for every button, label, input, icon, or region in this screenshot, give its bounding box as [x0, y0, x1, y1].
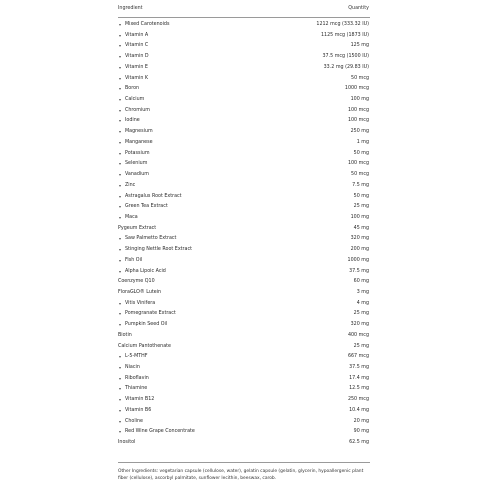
ingredient-name: FloraGLO® Lutein: [118, 289, 162, 295]
ingredient-row[interactable]: [118, 267, 370, 278]
ingredient-row: [118, 331, 370, 342]
table-header: [118, 6, 370, 18]
chevron-down-icon[interactable]: ▾: [119, 193, 122, 199]
chevron-down-icon[interactable]: ▾: [119, 86, 122, 92]
ingredient-quantity: 60 mg: [353, 279, 369, 285]
ingredient-list: [118, 20, 370, 449]
ingredient-name: Calcium: [125, 97, 145, 103]
ingredient-name: Vitamin A: [125, 32, 149, 38]
footer-divider: [118, 462, 370, 463]
chevron-down-icon[interactable]: ▾: [119, 407, 122, 413]
ingredient-row[interactable]: [118, 149, 370, 160]
chevron-down-icon[interactable]: ▾: [119, 107, 122, 113]
ingredient-row: [118, 277, 370, 288]
ingredient-name: Riboflavin: [125, 375, 149, 381]
ingredient-quantity: 1 mg: [356, 139, 369, 145]
ingredient-name: Vitamin D: [125, 54, 149, 60]
ingredient-quantity: 100 mcg: [347, 118, 369, 124]
ingredient-quantity: 50 mcg: [351, 172, 369, 178]
ingredient-row[interactable]: [118, 181, 370, 192]
ingredient-quantity: 1212 mcg (333.32 IU): [316, 22, 369, 27]
ingredient-name: Zinc: [125, 182, 136, 188]
ingredient-name: Calcium Pantothenate: [118, 343, 171, 349]
ingredient-row: [118, 438, 370, 449]
ingredient-name: Pumpkin Seed Oil: [125, 322, 168, 328]
ingredient-row[interactable]: [118, 299, 370, 310]
chevron-down-icon[interactable]: ▾: [119, 75, 122, 81]
ingredient-name: Chromium: [125, 107, 150, 113]
ingredient-row: [118, 288, 370, 299]
ingredient-row[interactable]: [118, 138, 370, 149]
ingredient-row[interactable]: [118, 202, 370, 213]
ingredient-quantity: 37.5 mcg (1500 IU): [322, 54, 369, 60]
ingredient-row[interactable]: [118, 374, 370, 385]
ingredient-row[interactable]: [118, 20, 370, 31]
ingredient-row[interactable]: [118, 363, 370, 374]
ingredient-quantity: 250 mcg: [347, 397, 369, 403]
ingredient-row: [118, 342, 370, 353]
ingredient-row[interactable]: [118, 213, 370, 224]
chevron-down-icon[interactable]: ▾: [119, 386, 122, 392]
ingredient-row[interactable]: [118, 234, 370, 245]
ingredient-row[interactable]: [118, 74, 370, 85]
ingredient-row[interactable]: [118, 427, 370, 438]
chevron-down-icon[interactable]: ▾: [119, 311, 122, 317]
ingredient-quantity: 667 mcg: [347, 354, 369, 360]
ingredient-quantity: 400 mcg: [347, 332, 369, 338]
chevron-down-icon[interactable]: ▾: [119, 268, 122, 274]
ingredient-name: Inositol: [118, 440, 136, 446]
chevron-down-icon[interactable]: ▾: [119, 22, 122, 27]
ingredient-name: Fish Oil: [125, 257, 143, 263]
chevron-down-icon[interactable]: ▾: [119, 204, 122, 210]
chevron-down-icon[interactable]: ▾: [119, 139, 122, 145]
chevron-down-icon[interactable]: ▾: [119, 247, 122, 253]
chevron-down-icon[interactable]: ▾: [119, 150, 122, 156]
chevron-down-icon[interactable]: ▾: [119, 64, 122, 70]
ingredient-name: Potassium: [125, 150, 150, 156]
ingredient-row[interactable]: [118, 41, 370, 52]
ingredient-row[interactable]: [118, 384, 370, 395]
ingredient-quantity: 200 mg: [350, 247, 369, 253]
ingredient-name: Vitamin B6: [125, 407, 152, 413]
ingredient-quantity: 100 mg: [350, 97, 369, 103]
ingredient-quantity: 25 mg: [353, 204, 369, 210]
ingredient-row[interactable]: [118, 245, 370, 256]
chevron-down-icon[interactable]: ▾: [119, 236, 122, 242]
ingredient-name: Manganese: [125, 139, 153, 145]
ingredient-row: [118, 224, 370, 235]
ingredient-name: Vitamin K: [125, 75, 149, 81]
ingredient-quantity: 33.2 mg (29.83 IU): [323, 64, 369, 70]
chevron-down-icon[interactable]: ▾: [119, 375, 122, 381]
ingredient-name: Iodine: [125, 118, 140, 124]
chevron-down-icon[interactable]: ▾: [119, 118, 122, 124]
ingredient-row[interactable]: [118, 95, 370, 106]
chevron-down-icon[interactable]: ▾: [119, 32, 122, 38]
ingredient-row[interactable]: [118, 52, 370, 63]
ingredient-name: Vitamin C: [125, 43, 149, 49]
ingredient-quantity: 320 mg: [350, 322, 369, 328]
ingredient-quantity: 25 mg: [353, 343, 369, 349]
ingredient-row[interactable]: [118, 395, 370, 406]
ingredient-row[interactable]: [118, 256, 370, 267]
chevron-down-icon[interactable]: ▾: [119, 300, 122, 306]
ingredient-quantity: 100 mcg: [347, 107, 369, 113]
quantity-column-header: Quantity: [348, 6, 369, 11]
ingredient-name: L-5-MTHF: [125, 354, 148, 360]
chevron-down-icon[interactable]: ▾: [119, 182, 122, 188]
ingredient-name: Saw Palmetto Extract: [125, 236, 177, 242]
ingredient-quantity: 17.4 mg: [349, 375, 369, 381]
ingredient-quantity: 62.5 mg: [349, 440, 369, 446]
ingredient-quantity: 90 mg: [353, 429, 369, 435]
chevron-down-icon[interactable]: ▾: [119, 43, 122, 49]
ingredient-name: Vitamin B12: [125, 397, 155, 403]
ingredient-quantity: 50 mg: [353, 150, 369, 156]
ingredient-quantity: 50 mg: [353, 193, 369, 199]
ingredient-quantity: 100 mg: [350, 214, 369, 220]
ingredient-name: Boron: [125, 86, 140, 92]
chevron-down-icon[interactable]: ▾: [119, 397, 122, 403]
ingredient-name: Thiamine: [125, 386, 148, 392]
ingredient-name: Mixed Carotenoids: [125, 22, 170, 27]
ingredient-name: Astragalus Root Extract: [125, 193, 182, 199]
ingredient-quantity: 320 mg: [350, 236, 369, 242]
ingredient-name: Green Tea Extract: [125, 204, 168, 210]
ingredient-name: Choline: [125, 418, 143, 424]
ingredient-name: Pygeum Extract: [118, 225, 157, 231]
ingredient-quantity: 50 mcg: [351, 75, 369, 81]
ingredient-row[interactable]: [118, 170, 370, 181]
ingredient-quantity: 125 mg: [350, 43, 369, 49]
chevron-down-icon[interactable]: ▾: [119, 322, 122, 328]
ingredient-quantity: 3 mg: [356, 289, 369, 295]
chevron-down-icon[interactable]: ▾: [119, 97, 122, 103]
chevron-down-icon[interactable]: ▾: [119, 54, 122, 60]
ingredient-name: Pomegranate Extract: [125, 311, 176, 317]
ingredient-name: Alpha Lipoic Acid: [125, 268, 166, 274]
ingredient-quantity: 37.5 mg: [349, 268, 369, 274]
ingredient-quantity: 10.4 mg: [349, 407, 369, 413]
ingredient-row[interactable]: [118, 159, 370, 170]
ingredient-name: Maca: [125, 214, 138, 220]
ingredient-column-header: Ingredient: [118, 6, 143, 11]
chevron-down-icon[interactable]: ▾: [119, 429, 122, 435]
chevron-down-icon[interactable]: ▾: [119, 257, 122, 263]
ingredient-name: Niacin: [125, 365, 140, 370]
ingredient-row[interactable]: [118, 116, 370, 127]
ingredient-quantity: 7.5 mg: [352, 182, 369, 188]
ingredient-row[interactable]: [118, 106, 370, 117]
ingredient-row[interactable]: [118, 406, 370, 417]
ingredient-quantity: 1000 mg: [347, 257, 369, 263]
ingredient-row[interactable]: [118, 309, 370, 320]
chevron-down-icon[interactable]: ▾: [119, 418, 122, 424]
other-ingredients: Other Ingredients: vegetarian capsule (cellulose, water), gelatin capsule (gelatin, glycerin, hypoallergenic plant fiber (cellulose), ascorbyl palmitate, sunflower lecithin, beeswax, carob.: [118, 469, 364, 481]
chevron-down-icon[interactable]: ▾: [119, 129, 122, 135]
ingredient-quantity: 25 mg: [353, 311, 369, 317]
chevron-down-icon[interactable]: ▾: [119, 365, 122, 370]
ingredient-quantity: 20 mg: [353, 418, 369, 424]
ingredient-row[interactable]: [118, 192, 370, 203]
ingredient-row[interactable]: [118, 127, 370, 138]
ingredient-quantity: 100 mcg: [347, 161, 369, 167]
ingredient-quantity: 1000 mcg: [344, 86, 369, 92]
ingredient-quantity: 37.5 mg: [349, 365, 369, 370]
ingredient-name: Vitamin E: [125, 64, 148, 70]
ingredient-quantity: 12.5 mg: [349, 386, 369, 392]
ingredient-quantity: 45 mg: [353, 225, 369, 231]
ingredient-name: Coenzyme Q10: [118, 279, 155, 285]
ingredient-quantity: 250 mg: [350, 129, 369, 135]
ingredient-name: Vanadium: [125, 172, 149, 178]
ingredient-row[interactable]: [118, 417, 370, 428]
chevron-down-icon[interactable]: ▾: [119, 214, 122, 220]
ingredient-row[interactable]: [118, 320, 370, 331]
chevron-down-icon[interactable]: ▾: [119, 172, 122, 178]
supplement-facts-panel: [118, 0, 370, 493]
chevron-down-icon[interactable]: ▾: [119, 161, 122, 167]
ingredient-row[interactable]: [118, 84, 370, 95]
ingredient-quantity: 4 mg: [356, 300, 369, 306]
ingredient-name: Stinging Nettle Root Extract: [125, 247, 192, 253]
ingredient-name: Biotin: [118, 332, 132, 338]
ingredient-name: Red Wine Grape Concentrate: [125, 429, 195, 435]
chevron-down-icon[interactable]: ▾: [119, 354, 122, 360]
ingredient-row[interactable]: [118, 31, 370, 42]
ingredient-name: Magnesium: [125, 129, 153, 135]
ingredient-row[interactable]: [118, 352, 370, 363]
ingredient-row[interactable]: [118, 63, 370, 74]
ingredient-name: Selenium: [125, 161, 148, 167]
ingredient-quantity: 1125 mcg (1873 IU): [320, 32, 369, 38]
ingredient-name: Vitis Vinifera: [125, 300, 156, 306]
